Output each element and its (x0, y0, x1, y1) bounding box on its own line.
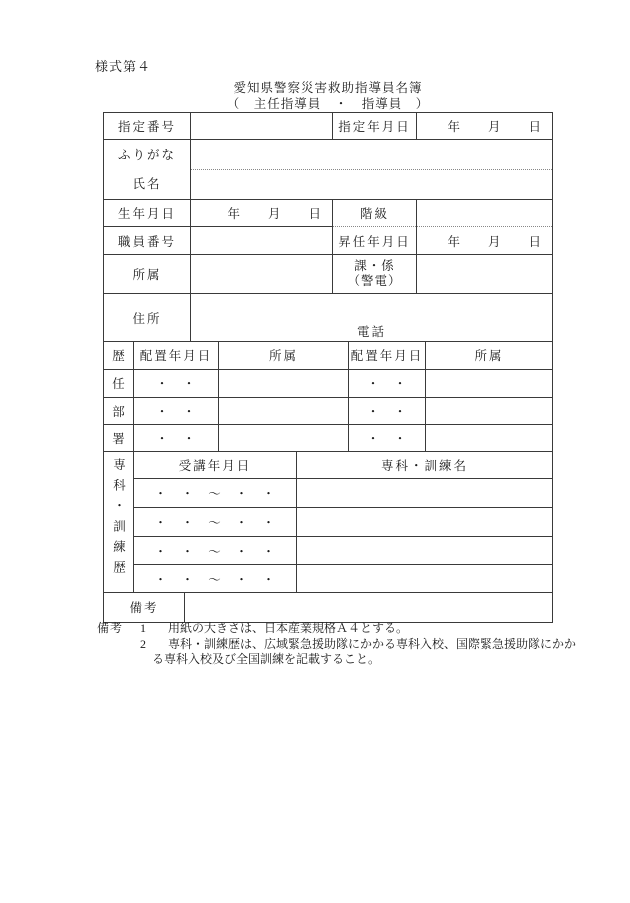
placement-date-header-right: 配置年月日 (349, 342, 426, 369)
designation-date-label: 指定年月日 (333, 113, 417, 140)
placement-date-field: ・ ・ (349, 424, 426, 451)
training-name-field (297, 479, 553, 508)
furigana-field (191, 140, 552, 170)
form-number: 様式第４ (95, 59, 152, 74)
name-label: 氏名 (132, 176, 162, 191)
affiliation-field (426, 424, 553, 451)
footnotes (97, 621, 577, 668)
designation-number-label: 指定番号 (104, 113, 191, 140)
name-value-field (191, 170, 552, 199)
affiliation-field (426, 369, 553, 397)
remarks-field (185, 593, 553, 622)
remarks-row (104, 593, 553, 622)
affiliation-field (191, 255, 333, 294)
staff-number-field (191, 227, 333, 255)
training-row (104, 537, 553, 565)
name-label-cell (104, 140, 191, 200)
basic-info-section (103, 112, 553, 342)
training-side-label: 専科・訓練歴 (111, 458, 126, 582)
affiliation-row (104, 255, 553, 294)
history-side-char-1: 歴 (104, 342, 134, 369)
footnote-1-number: 1 (140, 621, 146, 635)
remarks-label: 備考 (104, 593, 185, 622)
footnote-1 (97, 621, 577, 637)
affiliation-field (219, 369, 349, 397)
footnote-2-number: 2 (140, 636, 146, 651)
attendance-period-field: ・ ・ ～ ・ ・ (134, 537, 297, 565)
affiliation-header-left: 所属 (219, 342, 349, 369)
training-row (104, 479, 553, 508)
rank-field (417, 200, 553, 227)
section-label-cell (333, 255, 417, 294)
placement-date-field: ・ ・ (349, 369, 426, 397)
birth-date-label: 生年月日 (104, 200, 191, 227)
section-label-line2: （警電） (347, 274, 402, 288)
training-history-section (103, 452, 553, 594)
address-row (104, 294, 553, 342)
affiliation-field (219, 424, 349, 451)
birthdate-rank-row (104, 200, 553, 227)
section-field (417, 255, 553, 294)
training-name-field (297, 565, 553, 593)
designation-date-field: 年 月 日 (417, 113, 553, 140)
training-name-field (297, 537, 553, 565)
affiliation-field (219, 397, 349, 424)
affiliation-field (426, 397, 553, 424)
promotion-date-field: 年 月 日 (417, 227, 553, 255)
assignment-history-section (103, 342, 553, 452)
attendance-period-field: ・ ・ ～ ・ ・ (134, 479, 297, 508)
placement-date-header-left: 配置年月日 (134, 342, 219, 369)
assignment-header-row (104, 342, 553, 369)
affiliation-header-right: 所属 (426, 342, 553, 369)
training-header-row (104, 452, 553, 479)
history-side-char-2: 任 (104, 369, 134, 397)
phone-label: 電話 (356, 325, 386, 339)
rank-label: 階級 (333, 200, 417, 227)
staffnumber-promotion-row (104, 227, 553, 255)
designation-row (104, 113, 553, 140)
training-name-field (297, 508, 553, 537)
attendance-date-header: 受講年月日 (134, 452, 297, 479)
footnote-2-continuation-spacer (97, 652, 152, 668)
training-row (104, 565, 553, 593)
placement-date-field: ・ ・ (134, 424, 219, 451)
designation-number-field (191, 113, 333, 140)
attendance-period-field: ・ ・ ～ ・ ・ (134, 508, 297, 537)
form-title: 愛知県警察災害救助指導員名簿 (233, 81, 423, 95)
staff-number-label: 職員番号 (104, 227, 191, 255)
footnote-2-text-line2: る専科入校及び全国訓練を記載すること。 (152, 652, 381, 666)
assignment-row (104, 424, 553, 451)
birth-date-field: 年 月 日 (191, 200, 333, 227)
training-name-header: 専科・訓練名 (297, 452, 553, 479)
history-side-char-3: 部 (104, 397, 134, 424)
footnote-2-spacer (97, 637, 140, 653)
section-label-line1: 課・係 (354, 259, 395, 273)
remarks-section (103, 593, 553, 623)
promotion-date-label: 昇任年月日 (333, 227, 417, 255)
history-side-char-4: 署 (104, 424, 134, 451)
address-field (191, 294, 553, 342)
affiliation-label: 所属 (104, 255, 191, 294)
name-field (191, 140, 553, 200)
attendance-period-field: ・ ・ ～ ・ ・ (134, 565, 297, 593)
registry-form-table (103, 112, 553, 623)
name-row (104, 140, 553, 200)
furigana-label: ふりがな (117, 147, 176, 162)
placement-date-field: ・ ・ (134, 369, 219, 397)
placement-date-field: ・ ・ (349, 397, 426, 424)
assignment-row (104, 369, 553, 397)
training-row (104, 508, 553, 537)
footnote-2-continued (97, 652, 577, 668)
footnote-2 (97, 637, 577, 653)
address-label: 住所 (104, 294, 191, 342)
assignment-row (104, 397, 553, 424)
footnote-2-text-line1: 専科・訓練歴は、広域緊急援助隊にかかる専科入校、国際緊急援助隊にかか (168, 636, 577, 651)
footnote-label: 備考 (97, 621, 124, 635)
footnote-1-text: 用紙の大きさは、日本産業規格Ａ４とする。 (168, 621, 409, 635)
form-subtitle: （ 主任指導員 ・ 指導員 ） (226, 97, 430, 111)
training-side-label-cell (104, 452, 134, 593)
placement-date-field: ・ ・ (134, 397, 219, 424)
